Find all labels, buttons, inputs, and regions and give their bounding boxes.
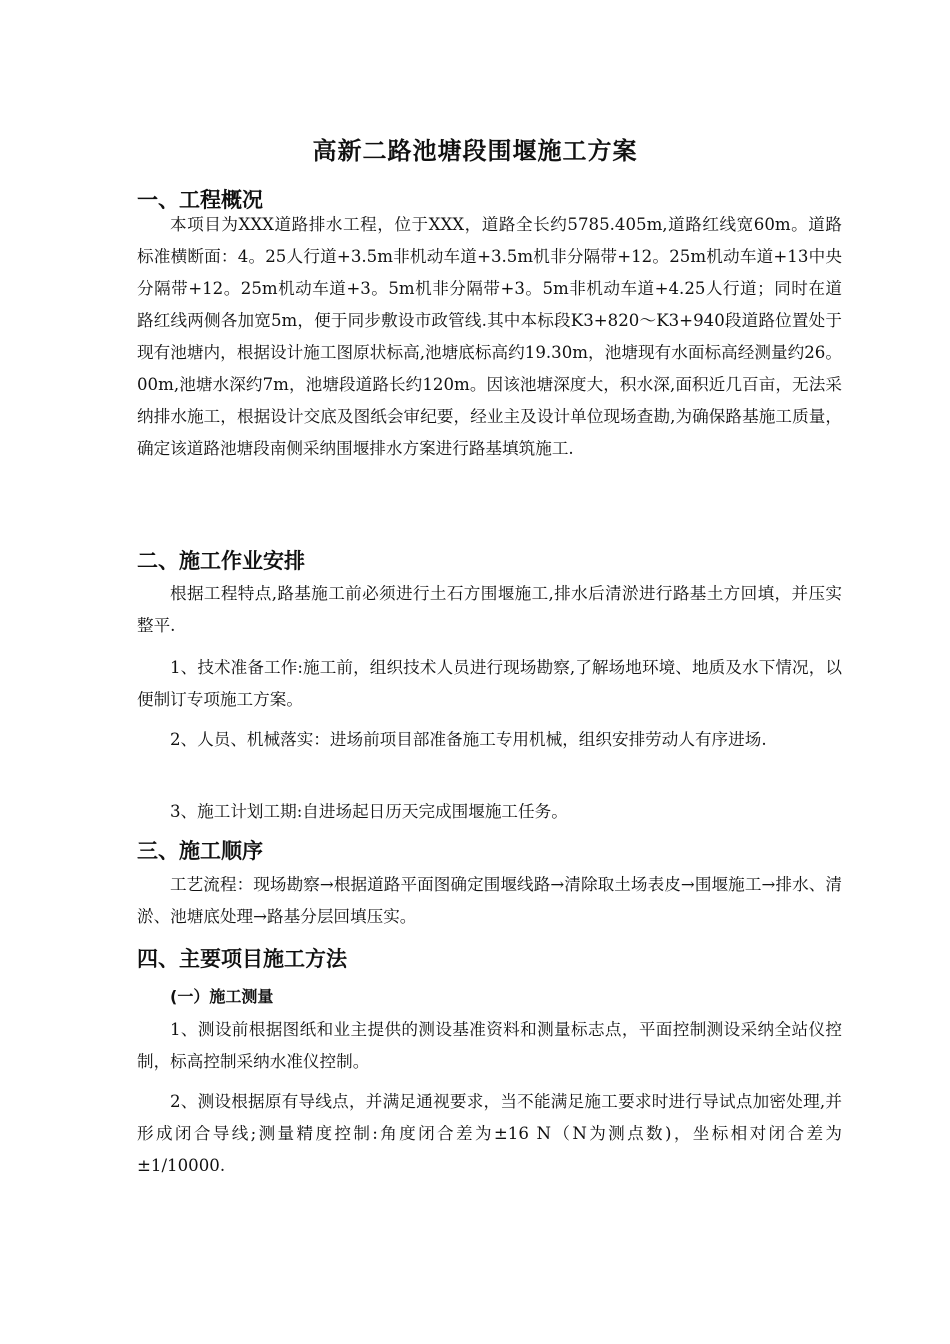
arrangement-paragraph-intro: 根据工程特点,路基施工前必须进行土石方围堰施工,排水后清淤进行路基土方回填，并压实整平.: [137, 584, 842, 635]
section-heading-arrangement: 二、施工作业安排: [137, 549, 305, 573]
sequence-paragraph: 工艺流程：现场勘察→根据道路平面图确定围堰线路→清除取土场表皮→围堰施工→排水、清淤、池塘底处理→路基分层回填压实。: [137, 875, 842, 926]
overview-paragraph: 本项目为XXX道路排水工程，位于XXX，道路全长约5785.405m,道路红线宽60m。道路标准横断面：4。25人行道+3.5m非机动车道+3.5m机非分隔带+12。25m机动车道+13中央分隔带+12。25m机动车道+3。5m机非分隔带+3。5m非机动车道+4.25人行道；同时在道路红线两侧各加宽5m，便于同步敷设市政管线.其中本标段K3+820～K3+940段道路位置处于现有池塘内，根据设计施工图原状标高,池塘底标高约19.30m，池塘现有水面标高经测量约26。00m,池塘水深约7m，池塘段道路长约120m。因该池塘深度大，积水深,面积近几百亩，无法采纳排水施工，根据设计交底及图纸会审纪要，经业主及设计单位现场查勘,为确保路基施工质量，确定该道路池塘段南侧采纳围堰排水方案进行路基填筑施工.: [137, 215, 842, 458]
survey-paragraph-1: 1、测设前根据图纸和业主提供的测设基准资料和测量标志点，平面控制测设采纳全站仪控制，标高控制采纳水准仪控制。: [137, 1020, 842, 1071]
section-heading-overview: 一、工程概况: [137, 188, 263, 212]
survey-paragraph-2: 2、测设根据原有导线点，并满足通视要求，当不能满足施工要求时进行导试点加密处理,并形成闭合导线;测量精度控制:角度闭合差为±16 N（N为测点数)，坐标相对闭合差为±1/10000.: [137, 1092, 842, 1175]
subsection-heading-survey: (一）施工测量: [170, 987, 274, 1006]
document-title: 高新二路池塘段围堰施工方案: [312, 137, 638, 165]
arrangement-paragraph-technical: 1、技术准备工作:施工前，组织技术人员进行现场勘察,了解场地环境、地质及水下情况，以便制订专项施工方案。: [137, 658, 842, 709]
section-heading-sequence: 三、施工顺序: [137, 839, 263, 863]
arrangement-paragraph-personnel: 2、人员、机械落实：进场前项目部准备施工专用机械，组织安排劳动人有序进场.: [170, 730, 767, 749]
arrangement-paragraph-schedule: 3、施工计划工期:自进场起日历天完成围堰施工任务。: [170, 802, 568, 821]
section-heading-methods: 四、主要项目施工方法: [137, 947, 347, 971]
